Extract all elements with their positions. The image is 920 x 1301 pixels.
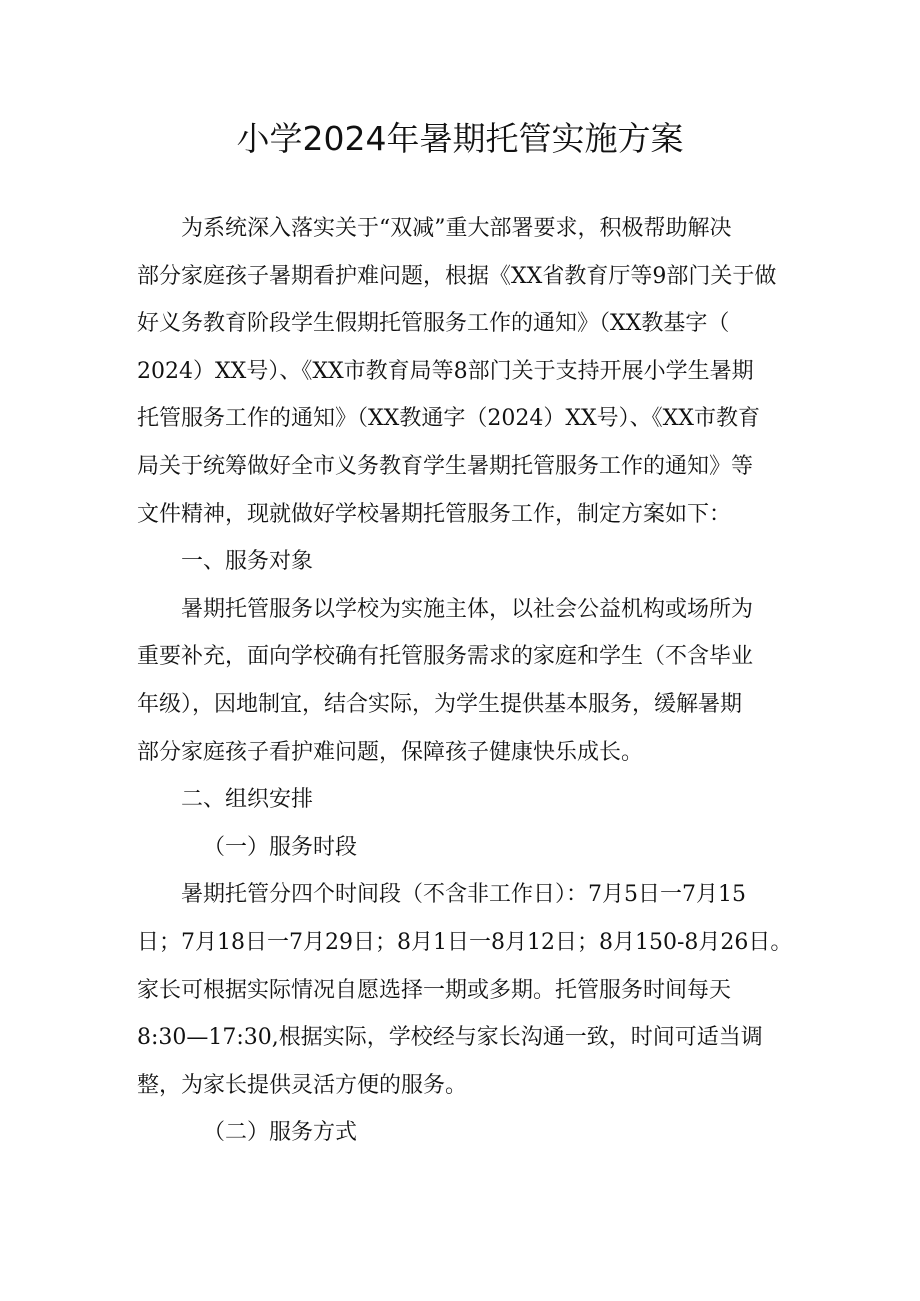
section-heading: 二、组织安排 (181, 787, 314, 813)
intro-line: 托管服务工作的通知》（XX教通字（2024）XX号）、《XX市教育 (137, 406, 760, 432)
sub1-line: 日；7月18日一7月29日；8月1日一8月12日；8月150-8月26日。 (137, 929, 793, 955)
intro-line: 好义务教育阶段学生假期托管服务工作的通知》（XX教基字（ (137, 311, 730, 337)
sub1-line: 家长可根据实际情况自愿选择一期或多期。托管服务时间每天 (137, 977, 732, 1003)
sub1-line: 暑期托管分四个时间段（不含非工作日）：7月5日一7月15 (181, 882, 746, 908)
intro-line: 为系统深入落实关于“双减”重大部署要求，积极帮助解决 (181, 216, 732, 241)
intro-line: 局关于统筹做好全市义务教育学生暑期托管服务工作的通知》等 (137, 453, 754, 479)
section1-line: 部分家庭孩子看护难问题，保障孩子健康快乐成长。 (137, 739, 644, 765)
document-body (137, 205, 792, 1157)
subsection-heading: （一）服务时段 (203, 834, 358, 860)
intro-line: 2024）XX号）、《XX市教育局等8部门关于支持开展小学生暑期 (137, 358, 754, 384)
sub1-line: 8:30—17:30,根据实际，学校经与家长沟通一致，时间可适当调 (137, 1025, 763, 1051)
document-title: 小学2024年暑期托管实施方案 (236, 119, 684, 158)
subsection-heading: （二）服务方式 (203, 1120, 358, 1146)
section1-line: 暑期托管服务以学校为实施主体，以社会公益机构或场所为 (181, 596, 754, 622)
section1-line: 重要补充，面向学校确有托管服务需求的家庭和学生（不含毕业 (137, 644, 754, 670)
sub1-line: 整，为家长提供灵活方便的服务。 (137, 1072, 468, 1098)
intro-line: 部分家庭孩子暑期看护难问题，根据《XX省教育厅等9部门关于做 (137, 263, 777, 289)
intro-line: 文件精神，现就做好学校暑期托管服务工作，制定方案如下： (137, 501, 732, 527)
section1-line: 年级），因地制宜，结合实际，为学生提供基本服务，缓解暑期 (137, 691, 743, 717)
section-heading: 一、服务对象 (181, 549, 314, 575)
